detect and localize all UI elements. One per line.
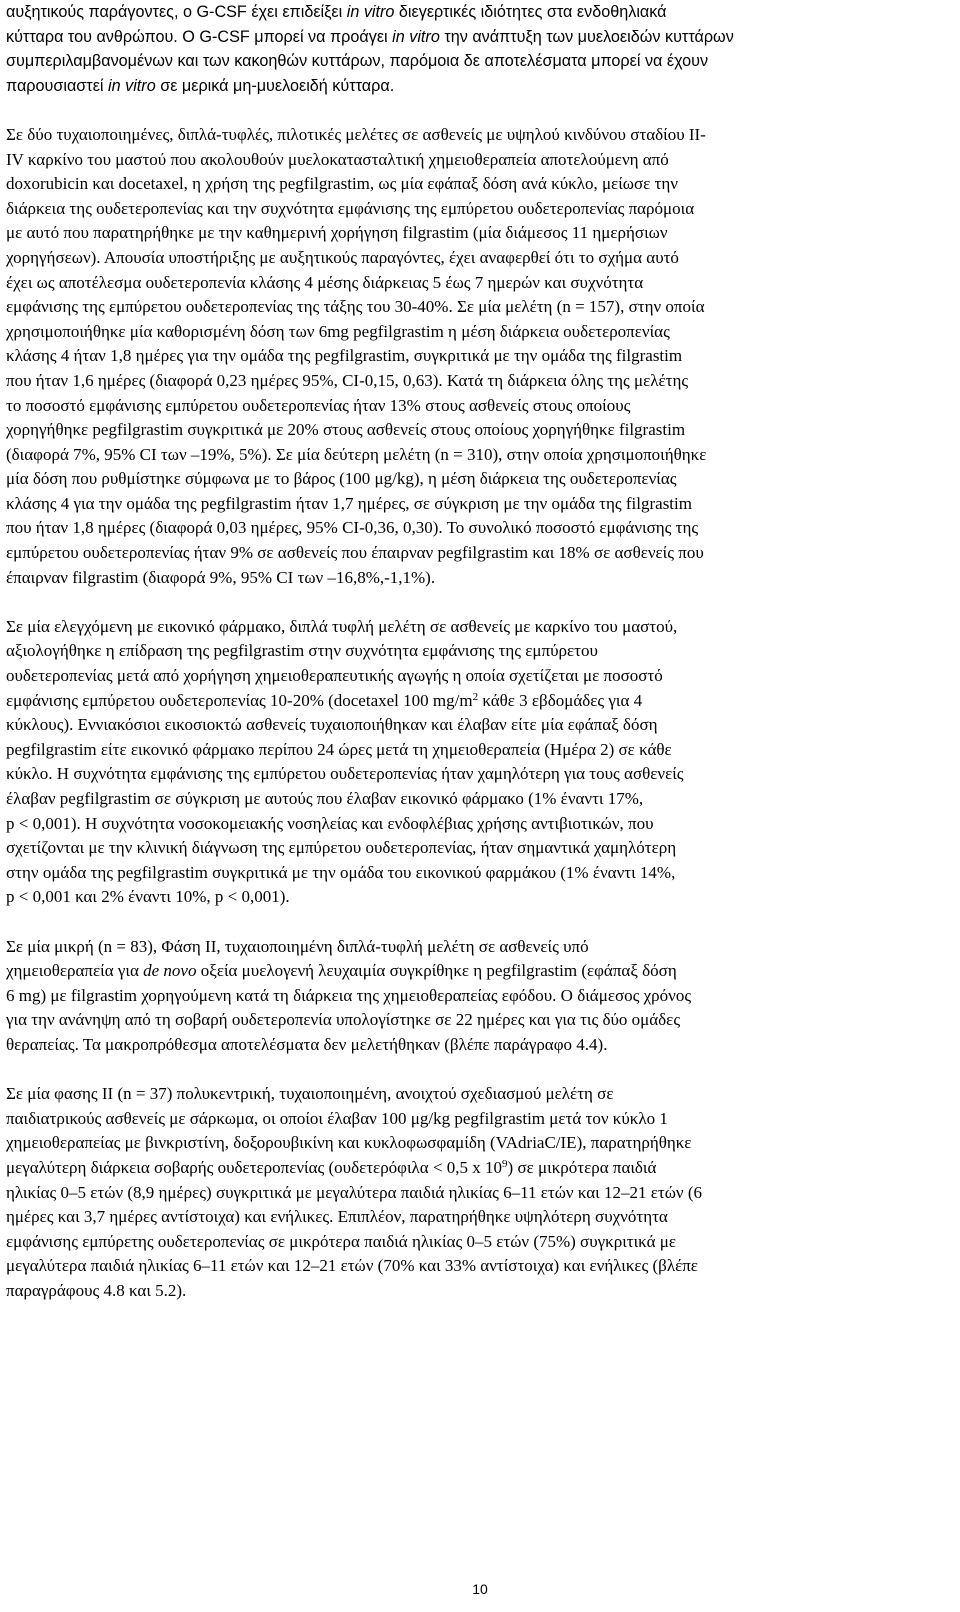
text-line bbox=[6, 221, 936, 246]
text-line bbox=[6, 295, 936, 320]
superscript: 2 bbox=[472, 690, 479, 703]
text-line bbox=[6, 1254, 936, 1279]
text-run: θεραπείας. Τα μακροπρόθεσμα αποτελέσματα δεν μελετήθηκαν (βλέπε παράγραφο 4.4). bbox=[6, 1034, 608, 1054]
text-run: για την ανάνηψη από τη σοβαρή ουδετεροπενία υπολογίστηκε σε 22 ημέρες και για τις δύο ομάδες bbox=[6, 1010, 681, 1030]
text-run: (διαφορά 7%, 95% CI των –19%, 5%). Σε μία δεύτερη μελέτη (n = 310), στην οποία χρησιμοποιήθηκε bbox=[6, 444, 707, 464]
text-run: εμφάνισης εμπύρετου ουδετεροπενίας 10-20% (docetaxel 100 mg/m bbox=[6, 690, 473, 710]
text-line bbox=[6, 344, 936, 369]
text-line bbox=[6, 1230, 936, 1255]
paragraph bbox=[6, 123, 936, 590]
text-line bbox=[6, 1131, 936, 1156]
text-line bbox=[6, 639, 936, 664]
text-run: χορηγήσεων). Απουσία υποστήριξης με αυξητικούς παραγόντες, έχει αναφερθεί ότι το σχήμα αυτό bbox=[6, 247, 679, 267]
text-run: κάθε 3 εβδομάδες για 4 bbox=[478, 690, 643, 710]
text-line bbox=[6, 812, 936, 837]
text-run: έπαιρναν filgrastim (διαφορά 9%, 95% CI των –16,8%,-1,1%). bbox=[6, 567, 436, 587]
paragraph-gap bbox=[6, 910, 936, 935]
text-run: που ήταν 1,8 ημέρες (διαφορά 0,03 ημέρες, 95% CI-0,36, 0,30). Το συνολικό ποσοστό εμφάνισης της bbox=[6, 518, 699, 538]
text-line bbox=[6, 271, 936, 296]
text-line bbox=[6, 984, 936, 1009]
text-run: το ποσοστό εμφάνισης εμπύρετου ουδετεροπενίας ήταν 13% στους ασθενείς στους οποίους bbox=[6, 395, 631, 415]
text-line bbox=[6, 836, 936, 861]
text-run: ΙV καρκίνο του μαστού που ακολουθούν μυελοκατασταλτική χημειοθεραπεία αποτελούμενη από bbox=[6, 149, 669, 169]
text-run: κλάσης 4 για την ομάδα της pegfilgrastim ήταν 1,7 ημέρες, σε σύγκριση με την ομάδα της filgrastim bbox=[6, 493, 692, 513]
paragraph-gap bbox=[6, 98, 936, 123]
text-run: την ανάπτυξη των μυελοειδών κυττάρων bbox=[439, 27, 734, 46]
text-run: μεγαλύτερα παιδιά ηλικίας 6–11 ετών και 12–21 ετών (70% και 33% αντίστοιχα) και ενήλικες (βλέπε bbox=[6, 1256, 698, 1276]
paragraph bbox=[6, 0, 936, 98]
text-line bbox=[6, 1107, 936, 1132]
text-run: ημέρες και 3,7 ημέρες αντίστοιχα) και ενήλικες. Επιπλέον, παρατηρήθηκε υψηλότερη συχνότητα bbox=[6, 1207, 668, 1227]
text-run: ουδετεροπενίας μετά από χορήγηση χημειοθεραπευτικής αγωγής η οποία σχετίζεται με ποσοστό bbox=[6, 666, 663, 686]
text-run: Σε μία ελεγχόμενη με εικονικό φάρμακο, διπλά τυφλή μελέτη σε ασθενείς με καρκίνο του μαστού, bbox=[6, 616, 678, 636]
text-line bbox=[6, 1279, 936, 1304]
text-line bbox=[6, 615, 936, 640]
text-run: διεγερτικές ιδιότητες στα ενδοθηλιακά bbox=[394, 3, 667, 21]
text-run: μία δόση που ρυθμίστηκε σύμφωνα με το βάρος (100 μg/kg), η μέση διάρκεια της ουδετεροπενίας bbox=[6, 469, 677, 489]
text-run: Σε μία φασης ΙΙ (n = 37) πολυκεντρική, τυχαιοποιημένη, ανοιχτού σχεδιασμού μελέτη σε bbox=[6, 1084, 614, 1104]
text-run: χρησιμοποιήθηκε μία καθορισμένη δόση των 6mg pegfilgrastim η μέση διάρκεια ουδετεροπενίας bbox=[6, 321, 670, 341]
text-run: εμφάνισης εμπύρετης ουδετεροπενίας σε μικρότερα παιδιά ηλικίας 0–5 ετών (75%) συγκριτικά με bbox=[6, 1231, 676, 1251]
italic-text: in vitro bbox=[392, 27, 440, 46]
text-line bbox=[6, 861, 936, 886]
text-line bbox=[6, 49, 936, 74]
text-run: Σε μία μικρή (n = 83), Φάση ΙΙ, τυχαιοποιημένη διπλά-τυφλή μελέτη σε ασθενείς υπό bbox=[6, 936, 589, 956]
text-line bbox=[6, 394, 936, 419]
text-line bbox=[6, 369, 936, 394]
text-run: αυξητικούς παράγοντες, ο G-CSF έχει επιδείξει bbox=[6, 3, 347, 21]
text-line bbox=[6, 74, 936, 99]
text-run: p < 0,001 και 2% έναντι 10%, p < 0,001). bbox=[6, 887, 290, 907]
text-line bbox=[6, 541, 936, 566]
text-line bbox=[6, 1156, 936, 1181]
text-line bbox=[6, 787, 936, 812]
paragraph-gap bbox=[6, 1058, 936, 1083]
italic-text: in vitro bbox=[108, 76, 156, 95]
text-run: κλάσης 4 ήταν 1,8 ημέρες για την ομάδα της pegfilgrastim, συγκριτικά με την ομάδα της filgrastim bbox=[6, 346, 683, 366]
text-run: διάρκεια της ουδετεροπενίας και την συχνότητα εμφάνισης της εμπύρετου ουδετεροπενίας παρόμοια bbox=[6, 198, 695, 218]
document-body bbox=[6, 0, 936, 1303]
text-line bbox=[6, 935, 936, 960]
text-run: παιδιατρικούς ασθενείς με σάρκωμα, οι οποίοι έλαβαν 100 μg/kg pegfilgrastim μετά τον κύκλο 1 bbox=[6, 1108, 668, 1128]
text-run: 6 mg) με filgrastim χορηγούμενη κατά τη διάρκεια της χημειοθεραπείας εφόδου. Ο διάμεσος χρόνος bbox=[6, 985, 692, 1005]
text-line bbox=[6, 516, 936, 541]
text-line bbox=[6, 0, 936, 25]
superscript: 9 bbox=[502, 1157, 508, 1170]
text-line bbox=[6, 246, 936, 271]
text-run: κύτταρα του ανθρώπου. Ο G-CSF μπορεί να προάγει bbox=[6, 27, 393, 46]
text-line bbox=[6, 492, 936, 517]
text-run: pegfilgrastim είτε εικονικό φάρμακο περίπου 24 ώρες μετά τη χημειοθεραπεία (Ημέρα 2) σε κάθε bbox=[6, 739, 672, 759]
text-line bbox=[6, 1205, 936, 1230]
text-run: p < 0,001). Η συχνότητα νοσοκομειακής νοσηλείας και ενδοφλέβιας χρήσης αντιβιοτικών, που bbox=[6, 813, 654, 833]
text-line bbox=[6, 566, 936, 591]
text-line bbox=[6, 320, 936, 345]
text-line bbox=[6, 443, 936, 468]
text-run: συμπεριλαμβανομένων και των κακοηθών κυττάρων, παρόμοια δε αποτελέσματα μπορεί να έχουν bbox=[6, 52, 709, 71]
text-line bbox=[6, 959, 936, 984]
text-run: χορηγήθηκε pegfilgrastim συγκριτικά με 20% στους ασθενείς στους οποίους χορηγήθηκε filgrastim bbox=[6, 420, 686, 440]
text-line bbox=[6, 689, 936, 714]
text-run: παρουσιαστεί bbox=[6, 76, 109, 95]
paragraph bbox=[6, 935, 936, 1058]
text-run: doxorubicin και docetaxel, η χρήση της pegfilgrastim, ως μία εφάπαξ δόση ανά κύκλο, μείωσε την bbox=[6, 174, 678, 194]
page-number: 10 bbox=[472, 1581, 488, 1597]
text-line bbox=[6, 762, 936, 787]
text-run: παραγράφους 4.8 και 5.2). bbox=[6, 1280, 187, 1300]
text-line bbox=[6, 148, 936, 173]
text-run: εμπύρετου ουδετεροπενίας ήταν 9% σε ασθενείς που έπαιρναν pegfilgrastim και 18% σε ασθενείς που bbox=[6, 543, 704, 563]
text-line bbox=[6, 713, 936, 738]
text-line bbox=[6, 123, 936, 148]
text-run: εμφάνισης της εμπύρετου ουδετεροπενίας της τάξης του 30-40%. Σε μία μελέτη (n = 157), στην οποία bbox=[6, 297, 705, 317]
text-line bbox=[6, 418, 936, 443]
paragraph bbox=[6, 615, 936, 910]
text-run: που ήταν 1,6 ημέρες (διαφορά 0,23 ημέρες 95%, CI-0,15, 0,63). Κατά τη διάρκεια όλης της μελέτης bbox=[6, 370, 689, 390]
text-run: χημειοθεραπείας με βινκριστίνη, δοξορουβικίνη και κυκλοφωσφαμίδη (VAdriaC/IE), παρατηρήθηκε bbox=[6, 1133, 692, 1153]
text-run: με αυτό που παρατηρήθηκε με την καθημερινή χορήγηση filgrastim (μία διάμεσος 11 ημερήσιων bbox=[6, 223, 668, 243]
text-run: κύκλο. Η συχνότητα εμφάνισης της εμπύρετου ουδετεροπενίας ήταν χαμηλότερη για τους ασθενείς bbox=[6, 764, 684, 784]
italic-text: in vitro bbox=[346, 3, 395, 21]
text-run: κύκλους). Εννιακόσιοι εικοσιοκτώ ασθενείς τυχαιοποιήθηκαν και έλαβαν είτε μία εφάπαξ δόση bbox=[6, 715, 658, 735]
text-line bbox=[6, 1033, 936, 1058]
text-line bbox=[6, 738, 936, 763]
paragraph-gap bbox=[6, 590, 936, 615]
text-line bbox=[6, 197, 936, 222]
text-line bbox=[6, 467, 936, 492]
text-run: ηλικίας 0–5 ετών (8,9 ημέρες) συγκριτικά με μεγαλύτερα παιδιά ηλικίας 6–11 ετών και 12–21 ετών (6 bbox=[6, 1182, 702, 1202]
text-line bbox=[6, 664, 936, 689]
paragraph bbox=[6, 1082, 936, 1303]
text-run: έχει ως αποτέλεσμα ουδετεροπενία κλάσης 4 μέσης διάρκειας 5 έως 7 ημερών και συχνότητα bbox=[6, 272, 644, 292]
text-run: αξιολογήθηκε η επίδραση της pegfilgrastim στην συχνότητα εμφάνισης της εμπύρετου bbox=[6, 641, 598, 661]
text-run: οξεία μυελογενή λευχαιμία συγκρίθηκε η pegfilgrastim (εφάπαξ δόση bbox=[196, 961, 677, 981]
document-page bbox=[6, 0, 936, 1303]
text-line bbox=[6, 25, 936, 50]
italic-text: de novo bbox=[143, 961, 197, 981]
text-line bbox=[6, 1181, 936, 1206]
text-run: σχετίζονται με την κλινική διάγνωση της εμπύρετου ουδετεροπενίας, ήταν σημαντικά χαμηλότερη bbox=[6, 838, 677, 858]
text-run: στην ομάδα της pegfilgrastim συγκριτικά με την ομάδα του εικονικού φαρμάκου (1% έναντι 14%, bbox=[6, 862, 676, 882]
text-run: μεγαλύτερη διάρκεια σοβαρής ουδετεροπενίας (ουδετερόφιλα < 0,5 x 10 bbox=[6, 1157, 503, 1177]
text-line bbox=[6, 885, 936, 910]
text-run: έλαβαν pegfilgrastim σε σύγκριση με αυτούς που έλαβαν εικονικό φάρμακο (1% έναντι 17%, bbox=[6, 789, 644, 808]
text-line bbox=[6, 1008, 936, 1033]
text-run: Σε δύο τυχαιοποιημένες, διπλά-τυφλές, πιλοτικές μελέτες σε ασθενείς με υψηλού κινδύνου σταδίου ΙΙ- bbox=[6, 124, 706, 144]
text-run: ) σε μικρότερα παιδιά bbox=[507, 1157, 657, 1177]
text-line bbox=[6, 172, 936, 197]
text-run: σε μερικά μη-μυελοειδή κύτταρα. bbox=[155, 76, 395, 95]
text-line bbox=[6, 1082, 936, 1107]
text-run: χημειοθεραπεία για bbox=[6, 961, 144, 981]
